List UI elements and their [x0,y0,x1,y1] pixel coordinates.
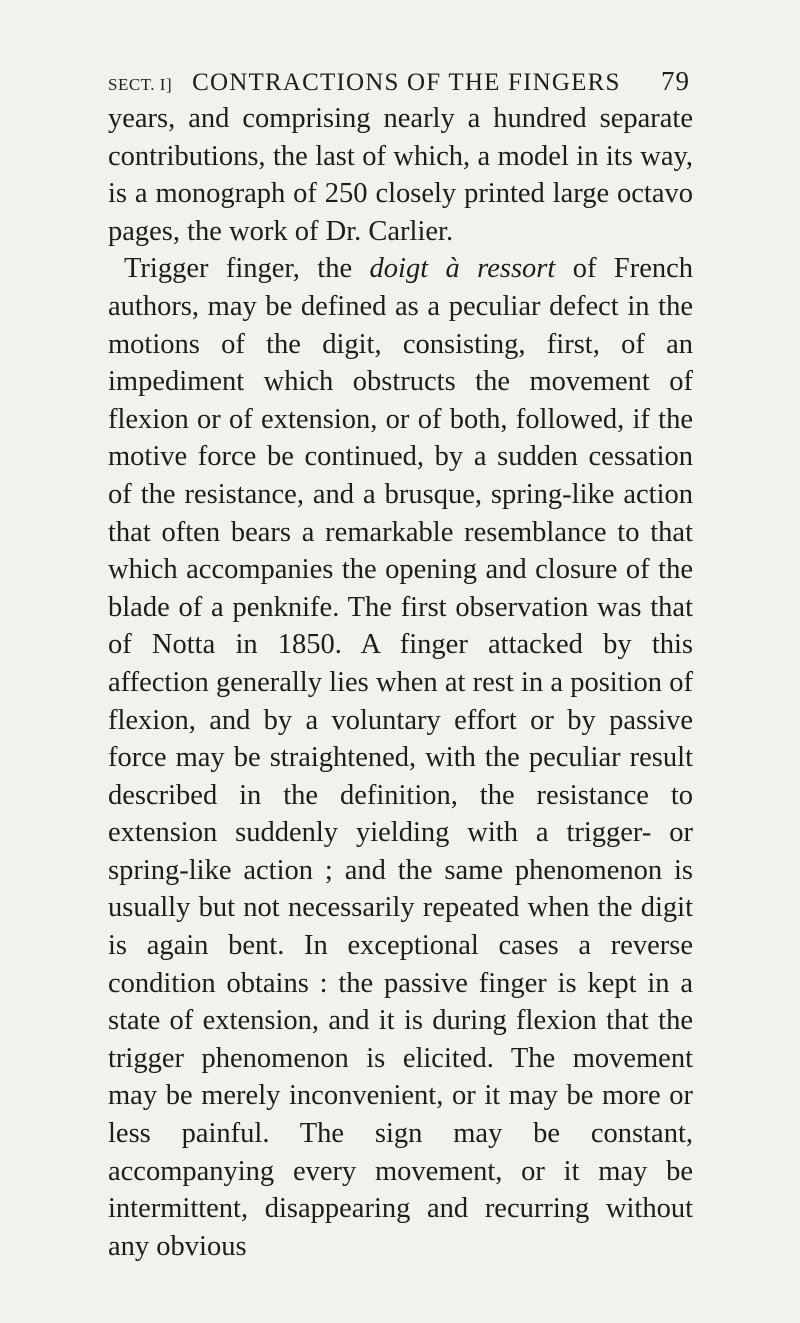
running-title: CONTRACTIONS OF THE FINGERS [192,69,621,96]
paragraph-1-text: years, and comprising nearly a hundred separate contributions, the last of which, a model in its way, is a monograph of 250 closely printed large octavo pages, the work of Dr. Carlier. [108,103,693,247]
italic-term: doigt à ressort [369,253,556,285]
paragraph-2 [108,250,693,1265]
paragraph-1 [108,100,693,250]
running-header [108,66,690,97]
paragraph-2-text-a: Trigger finger, the [124,253,370,285]
page-number: 79 [661,66,690,96]
section-label: SECT. I] [108,75,173,94]
paragraph-2-text-b: of French authors, may be defined as a peculiar defect in the motions of the digit, consisting, first, of an impediment which obstructs the movement of flexion or of extension, or of both, followed, if the motive force be continued, by a sudden cessation of the resistance, and a brusque, spring-like action that often bears a remarkable resemblance to that which accompanies the opening and closure of the blade of a penknife. The first observation was that of Notta in 1850. A finger attacked by this affection generally lies when at rest in a position of flexion, and by a voluntary effort or by passive force may be straightened, with the peculiar result described in the definition, the resistance to extension suddenly yielding with a trigger- or spring-like action ; and the same phenomenon is usually but not necessarily repeated when the digit is again bent. In exceptional cases a reverse condition obtains : the passive finger is kept in a state of extension, and it is during flexion that the trigger phenomenon is elicited. The movement may be merely inconvenient, or it may be more or less painful. The sign may be constant, accompanying every movement, or it may be intermittent, disappearing and recurring without any obvious [108,253,694,1262]
body-text [108,100,693,1265]
